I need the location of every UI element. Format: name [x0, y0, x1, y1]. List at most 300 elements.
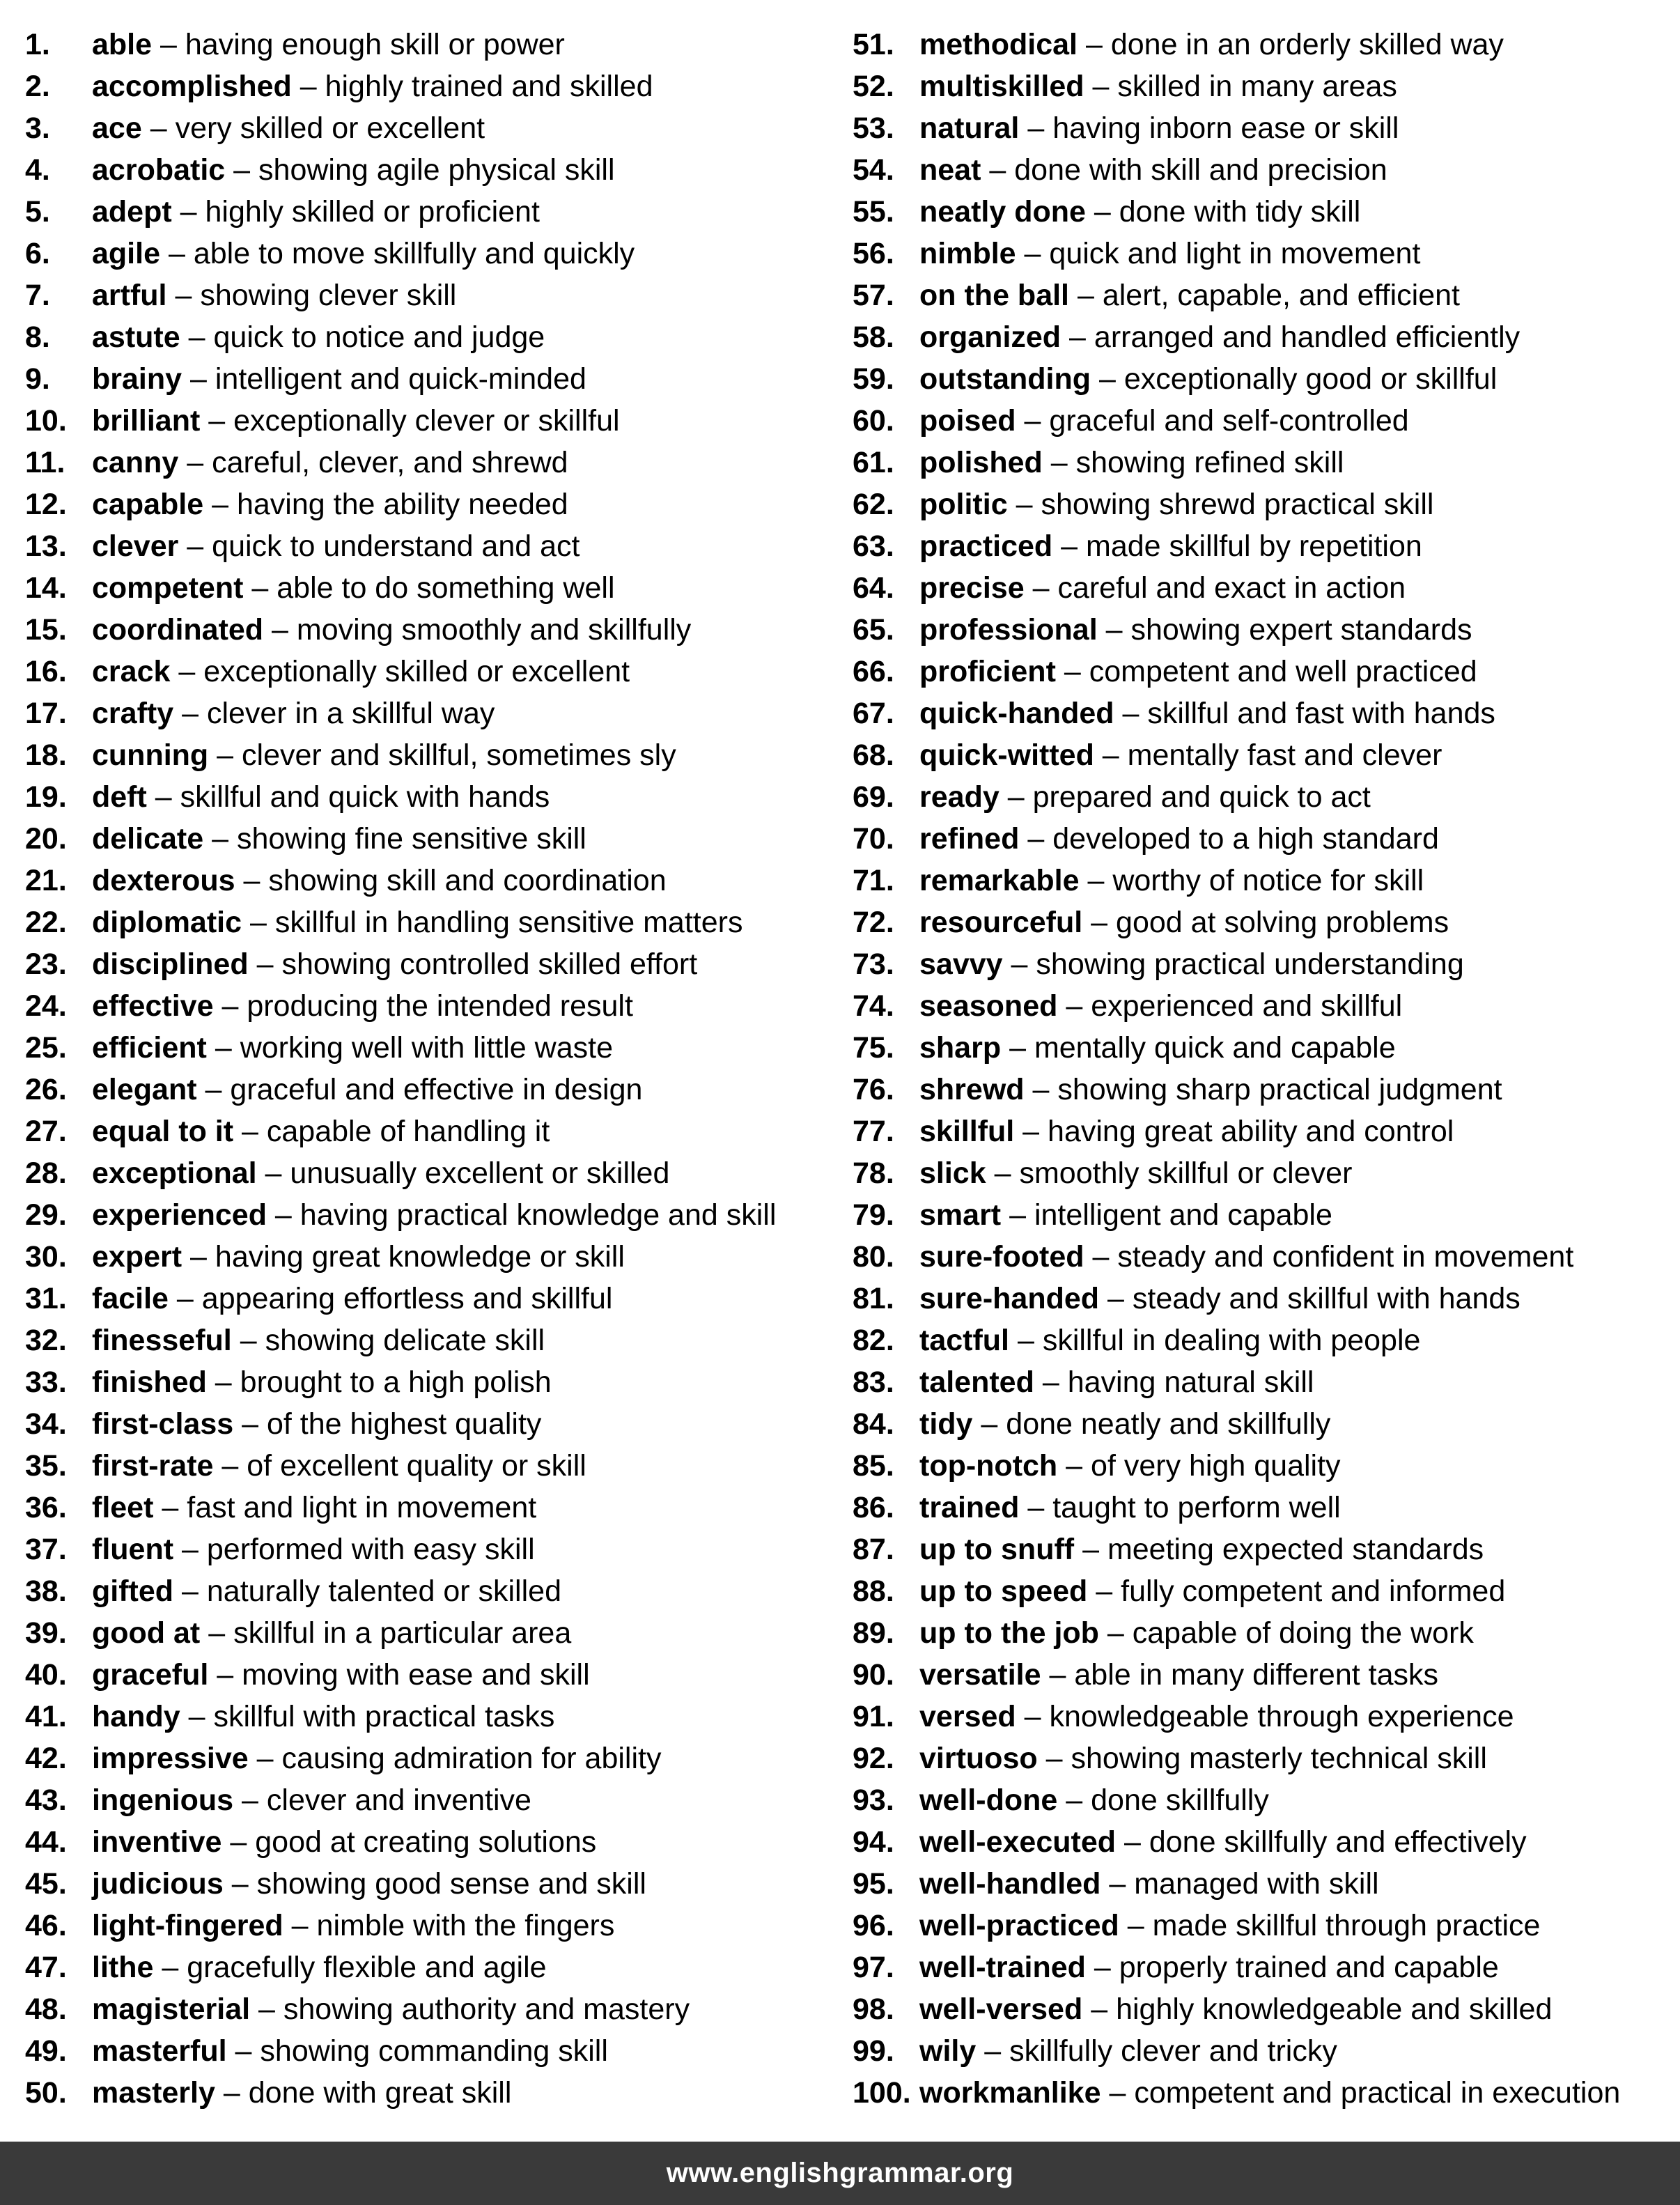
item-definition: showing commanding skill	[260, 2034, 608, 2068]
list-item	[25, 1361, 861, 1403]
list-item	[853, 609, 1680, 651]
item-definition: producing the intended result	[247, 989, 633, 1023]
item-number: 50.	[25, 2076, 67, 2110]
list-item	[853, 24, 1680, 65]
item-separator: –	[1107, 1616, 1124, 1650]
item-definition: unusually excellent or skilled	[290, 1156, 670, 1190]
list-item	[853, 274, 1680, 316]
item-definition: moving smoothly and skillfully	[296, 613, 692, 647]
item-word: up to snuff	[919, 1533, 1075, 1566]
item-number: 87.	[853, 1533, 894, 1566]
item-number: 10.	[25, 404, 67, 438]
item-number: 20.	[25, 822, 67, 856]
item-separator: –	[1094, 195, 1111, 229]
item-text	[92, 1445, 586, 1487]
item-text	[92, 1821, 596, 1863]
item-definition: clever in a skillful way	[206, 697, 495, 730]
website-url: www.englishgrammar.org	[666, 2158, 1014, 2188]
item-word: talented	[919, 1365, 1034, 1399]
item-separator: –	[1109, 1867, 1126, 1901]
item-text	[919, 943, 1464, 985]
item-number: 17.	[25, 697, 67, 730]
list-item	[25, 483, 861, 525]
item-number: 75.	[853, 1031, 894, 1065]
item-text	[919, 1947, 1499, 1988]
list-item	[25, 274, 861, 316]
item-separator: –	[1009, 1031, 1026, 1065]
item-definition: highly skilled or proficient	[205, 195, 540, 229]
item-number: 11.	[25, 446, 65, 479]
list-item	[853, 1570, 1680, 1612]
list-item	[853, 1445, 1680, 1487]
item-word: trained	[919, 1491, 1020, 1524]
item-number: 21.	[25, 864, 67, 897]
item-number: 64.	[853, 571, 894, 605]
item-separator: –	[249, 906, 267, 939]
item-separator: –	[1011, 947, 1028, 981]
item-text	[919, 442, 1344, 483]
item-word: coordinated	[92, 613, 264, 647]
item-word: top-notch	[919, 1449, 1058, 1483]
item-separator: –	[1024, 237, 1041, 270]
list-item	[25, 1069, 861, 1111]
list-item	[25, 693, 861, 734]
item-separator: –	[188, 320, 205, 354]
item-separator: –	[1122, 697, 1140, 730]
item-text	[919, 902, 1449, 943]
item-definition: made skillful through practice	[1152, 1909, 1541, 1942]
item-definition: skillful in handling sensitive matters	[274, 906, 743, 939]
item-definition: mentally quick and capable	[1034, 1031, 1396, 1065]
item-word: tactful	[919, 1324, 1009, 1357]
item-number: 27.	[25, 1115, 67, 1148]
item-word: exceptional	[92, 1156, 257, 1190]
item-text	[92, 985, 633, 1027]
item-word: proficient	[919, 655, 1056, 688]
item-text	[92, 1487, 536, 1529]
item-word: workmanlike	[919, 2076, 1101, 2110]
item-word: up to speed	[919, 1575, 1088, 1608]
item-word: adept	[92, 195, 172, 229]
list-item	[25, 525, 861, 567]
list-item	[853, 1947, 1680, 1988]
item-text	[92, 1654, 590, 1696]
item-word: clever	[92, 529, 179, 563]
item-separator: –	[1024, 1700, 1041, 1733]
item-definition: worthy of notice for skill	[1112, 864, 1424, 897]
item-separator: –	[274, 1198, 292, 1232]
item-text	[919, 2072, 1620, 2114]
item-separator: –	[150, 111, 167, 145]
list-item	[853, 1069, 1680, 1111]
item-separator: –	[231, 1867, 249, 1901]
item-text	[919, 1236, 1573, 1278]
item-number: 51.	[853, 28, 894, 61]
item-word: good at	[92, 1616, 201, 1650]
item-text	[919, 233, 1420, 274]
item-text	[919, 1529, 1484, 1570]
item-definition: having great ability and control	[1048, 1115, 1454, 1148]
list-item	[25, 609, 861, 651]
item-number: 92.	[853, 1742, 894, 1775]
item-number: 83.	[853, 1365, 894, 1399]
list-item	[853, 1738, 1680, 1779]
item-text	[919, 274, 1460, 316]
item-text	[92, 1111, 550, 1152]
list-item	[853, 1403, 1680, 1445]
item-definition: very skilled or excellent	[175, 111, 485, 145]
item-word: shrewd	[919, 1073, 1025, 1106]
item-word: crack	[92, 655, 171, 688]
item-definition: of the highest quality	[267, 1407, 542, 1441]
item-number: 31.	[25, 1282, 67, 1315]
item-number: 24.	[25, 989, 67, 1023]
item-number: 86.	[853, 1491, 894, 1524]
item-text	[92, 400, 620, 442]
item-number: 3.	[25, 111, 50, 145]
item-text	[92, 1320, 545, 1361]
list-item	[25, 1487, 861, 1529]
item-separator: –	[1007, 780, 1025, 814]
item-separator: –	[243, 864, 260, 897]
item-definition: arranged and handled efficiently	[1094, 320, 1520, 354]
item-separator: –	[1050, 446, 1068, 479]
list-item	[853, 1988, 1680, 2030]
item-text	[92, 483, 568, 525]
item-definition: skillful and quick with hands	[180, 780, 550, 814]
item-text	[92, 1612, 571, 1654]
item-number: 59.	[853, 362, 894, 396]
item-number: 58.	[853, 320, 894, 354]
item-text	[919, 1738, 1487, 1779]
item-definition: done with tidy skill	[1119, 195, 1361, 229]
item-text	[92, 442, 568, 483]
item-separator: –	[1045, 1742, 1063, 1775]
item-word: masterly	[92, 2076, 215, 2110]
item-definition: graceful and self-controlled	[1049, 404, 1409, 438]
item-definition: done in an orderly skilled way	[1110, 28, 1504, 61]
list-item	[25, 943, 861, 985]
item-word: outstanding	[919, 362, 1091, 396]
item-separator: –	[221, 1449, 239, 1483]
item-text	[919, 1612, 1474, 1654]
item-text	[92, 693, 495, 734]
list-item	[25, 1738, 861, 1779]
item-number: 40.	[25, 1658, 67, 1692]
item-number: 46.	[25, 1909, 67, 1942]
item-number: 99.	[853, 2034, 894, 2068]
item-definition: skilled in many areas	[1117, 70, 1397, 103]
item-separator: –	[162, 1491, 179, 1524]
item-word: artful	[92, 279, 167, 312]
list-item	[853, 1654, 1680, 1696]
item-separator: –	[1087, 864, 1105, 897]
item-text	[92, 1947, 547, 1988]
item-word: accomplished	[92, 70, 292, 103]
item-text	[92, 274, 456, 316]
item-text	[92, 776, 550, 818]
item-text	[92, 651, 630, 693]
item-text	[92, 1696, 554, 1738]
list-item	[25, 1821, 861, 1863]
item-number: 38.	[25, 1575, 67, 1608]
item-number: 36.	[25, 1491, 67, 1524]
item-definition: skillful in a particular area	[233, 1616, 572, 1650]
item-number: 78.	[853, 1156, 894, 1190]
item-word: lithe	[92, 1951, 154, 1984]
list-item	[25, 442, 861, 483]
item-number: 97.	[853, 1951, 894, 1984]
item-word: quick-witted	[919, 738, 1094, 772]
item-number: 68.	[853, 738, 894, 772]
item-text	[92, 1738, 661, 1779]
item-text	[92, 2030, 608, 2072]
item-word: finesseful	[92, 1324, 232, 1357]
item-text	[919, 1152, 1352, 1194]
item-number: 84.	[853, 1407, 894, 1441]
item-number: 4.	[25, 153, 50, 187]
list-item	[853, 943, 1680, 985]
item-separator: –	[176, 1282, 194, 1315]
item-separator: –	[994, 1156, 1011, 1190]
item-text	[919, 1570, 1505, 1612]
item-text	[919, 1821, 1527, 1863]
item-text	[919, 1403, 1330, 1445]
item-number: 48.	[25, 1993, 67, 2026]
item-number: 45.	[25, 1867, 67, 1901]
item-separator: –	[1102, 738, 1119, 772]
list-item	[25, 651, 861, 693]
item-text	[919, 1361, 1314, 1403]
item-separator: –	[188, 1700, 205, 1733]
item-definition: having practical knowledge and skill	[300, 1198, 777, 1232]
list-item	[853, 149, 1680, 191]
list-item	[853, 1779, 1680, 1821]
item-number: 100.	[853, 2076, 911, 2110]
item-text	[92, 1361, 552, 1403]
item-definition: steady and confident in movement	[1117, 1240, 1574, 1274]
list-item	[25, 1947, 861, 1988]
item-separator: –	[205, 1073, 222, 1106]
item-number: 74.	[853, 989, 894, 1023]
list-item	[853, 1821, 1680, 1863]
item-definition: moving with ease and skill	[242, 1658, 590, 1692]
item-word: polished	[919, 446, 1043, 479]
list-item	[25, 567, 861, 609]
item-definition: naturally talented or skilled	[206, 1575, 561, 1608]
item-word: fluent	[92, 1533, 174, 1566]
item-word: fleet	[92, 1491, 154, 1524]
item-definition: showing masterly technical skill	[1071, 1742, 1487, 1775]
item-separator: –	[300, 70, 317, 103]
item-text	[92, 609, 691, 651]
item-number: 18.	[25, 738, 67, 772]
item-text	[92, 902, 742, 943]
item-word: ingenious	[92, 1784, 234, 1817]
item-word: expert	[92, 1240, 182, 1274]
item-number: 72.	[853, 906, 894, 939]
list-item	[853, 1278, 1680, 1320]
item-word: experienced	[92, 1198, 267, 1232]
list-item	[853, 65, 1680, 107]
list-item	[25, 1529, 861, 1570]
list-item	[853, 1320, 1680, 1361]
list-item	[25, 985, 861, 1027]
right-column	[853, 24, 1680, 2114]
item-separator: –	[1027, 111, 1045, 145]
item-separator: –	[251, 571, 269, 605]
item-word: natural	[919, 111, 1020, 145]
item-definition: done skillfully	[1091, 1784, 1269, 1817]
item-separator: –	[1098, 362, 1116, 396]
item-text	[92, 1278, 612, 1320]
item-definition: smoothly skillful or clever	[1019, 1156, 1353, 1190]
item-separator: –	[984, 2034, 1002, 2068]
footer-bar	[0, 2142, 1680, 2205]
list-item	[853, 651, 1680, 693]
item-number: 22.	[25, 906, 67, 939]
item-text	[919, 1863, 1379, 1905]
list-item	[25, 1905, 861, 1947]
item-separator: –	[1042, 1365, 1059, 1399]
item-text	[92, 1905, 614, 1947]
item-separator: –	[182, 1575, 199, 1608]
list-item	[25, 191, 861, 233]
item-number: 1.	[25, 28, 50, 61]
item-word: politic	[919, 488, 1008, 521]
item-number: 88.	[853, 1575, 894, 1608]
item-separator: –	[1022, 1115, 1040, 1148]
item-text	[92, 734, 676, 776]
list-item	[25, 1027, 861, 1069]
item-word: professional	[919, 613, 1098, 647]
item-separator: –	[178, 655, 196, 688]
item-number: 43.	[25, 1784, 67, 1817]
item-definition: competent and well practiced	[1089, 655, 1477, 688]
item-definition: showing fine sensitive skill	[236, 822, 586, 856]
item-definition: done neatly and skillfully	[1006, 1407, 1331, 1441]
item-word: diplomatic	[92, 906, 242, 939]
item-separator: –	[233, 153, 251, 187]
item-separator: –	[242, 1784, 258, 1817]
item-word: disciplined	[92, 947, 249, 981]
item-definition: meeting expected standards	[1107, 1533, 1484, 1566]
item-word: refined	[919, 822, 1020, 856]
item-separator: –	[1077, 279, 1094, 312]
item-separator: –	[242, 1115, 258, 1148]
item-definition: fast and light in movement	[187, 1491, 537, 1524]
item-separator: –	[212, 822, 229, 856]
item-definition: experienced and skillful	[1091, 989, 1403, 1023]
item-definition: skillful in dealing with people	[1042, 1324, 1421, 1357]
item-word: neatly done	[919, 195, 1086, 229]
list-item	[853, 1905, 1680, 1947]
item-definition: mentally fast and clever	[1127, 738, 1442, 772]
item-text	[92, 943, 697, 985]
item-word: competent	[92, 571, 244, 605]
list-item	[853, 2030, 1680, 2072]
item-text	[92, 567, 615, 609]
item-separator: –	[235, 2034, 252, 2068]
item-word: quick-handed	[919, 697, 1114, 730]
item-separator: –	[240, 1324, 257, 1357]
item-word: delicate	[92, 822, 204, 856]
item-definition: made skillful by repetition	[1086, 529, 1422, 563]
item-separator: –	[1066, 989, 1083, 1023]
item-definition: properly trained and capable	[1119, 1951, 1499, 1984]
item-number: 77.	[853, 1115, 894, 1148]
item-word: well-executed	[919, 1825, 1116, 1859]
list-item	[853, 818, 1680, 860]
item-definition: clever and inventive	[266, 1784, 531, 1817]
item-definition: brought to a high polish	[240, 1365, 552, 1399]
list-item	[25, 776, 861, 818]
item-word: ace	[92, 111, 142, 145]
item-word: smart	[919, 1198, 1002, 1232]
item-definition: knowledgeable through experience	[1049, 1700, 1514, 1733]
item-text	[92, 1403, 541, 1445]
item-definition: prepared and quick to act	[1032, 780, 1371, 814]
item-separator: –	[1127, 1909, 1144, 1942]
item-text	[919, 860, 1424, 902]
item-word: deft	[92, 780, 147, 814]
item-separator: –	[1024, 404, 1041, 438]
item-text	[919, 483, 1433, 525]
item-text	[92, 1988, 690, 2030]
item-number: 93.	[853, 1784, 894, 1817]
list-item	[853, 525, 1680, 567]
item-definition: done skillfully and effectively	[1149, 1825, 1527, 1859]
item-separator: –	[1027, 1491, 1045, 1524]
item-separator: –	[1092, 70, 1110, 103]
item-separator: –	[217, 1658, 234, 1692]
item-definition: showing good sense and skill	[256, 1867, 646, 1901]
item-number: 23.	[25, 947, 67, 981]
item-word: efficient	[92, 1031, 207, 1065]
item-number: 49.	[25, 2034, 67, 2068]
item-separator: –	[187, 446, 204, 479]
item-text	[919, 1779, 1269, 1821]
item-definition: having great knowledge or skill	[215, 1240, 625, 1274]
item-definition: capable of doing the work	[1132, 1616, 1474, 1650]
item-number: 8.	[25, 320, 50, 354]
item-definition: having inborn ease or skill	[1052, 111, 1399, 145]
item-number: 70.	[853, 822, 894, 856]
item-text	[919, 734, 1442, 776]
item-definition: showing shrewd practical skill	[1041, 488, 1434, 521]
item-definition: quick to understand and act	[212, 529, 580, 563]
item-text	[92, 1863, 646, 1905]
item-word: versed	[919, 1700, 1016, 1733]
item-number: 37.	[25, 1533, 67, 1566]
item-definition: having the ability needed	[236, 488, 568, 521]
item-definition: able to move skillfully and quickly	[193, 237, 635, 270]
item-separator: –	[1094, 1951, 1111, 1984]
item-separator: –	[223, 2076, 240, 2110]
item-text	[919, 567, 1406, 609]
item-definition: working well with little waste	[240, 1031, 613, 1065]
item-number: 73.	[853, 947, 894, 981]
item-text	[919, 358, 1497, 400]
item-number: 25.	[25, 1031, 67, 1065]
list-item	[25, 1654, 861, 1696]
item-definition: highly trained and skilled	[325, 70, 653, 103]
item-word: seasoned	[919, 989, 1058, 1023]
list-item	[853, 191, 1680, 233]
item-definition: showing practical understanding	[1036, 947, 1464, 981]
list-item	[25, 734, 861, 776]
list-item	[853, 1194, 1680, 1236]
